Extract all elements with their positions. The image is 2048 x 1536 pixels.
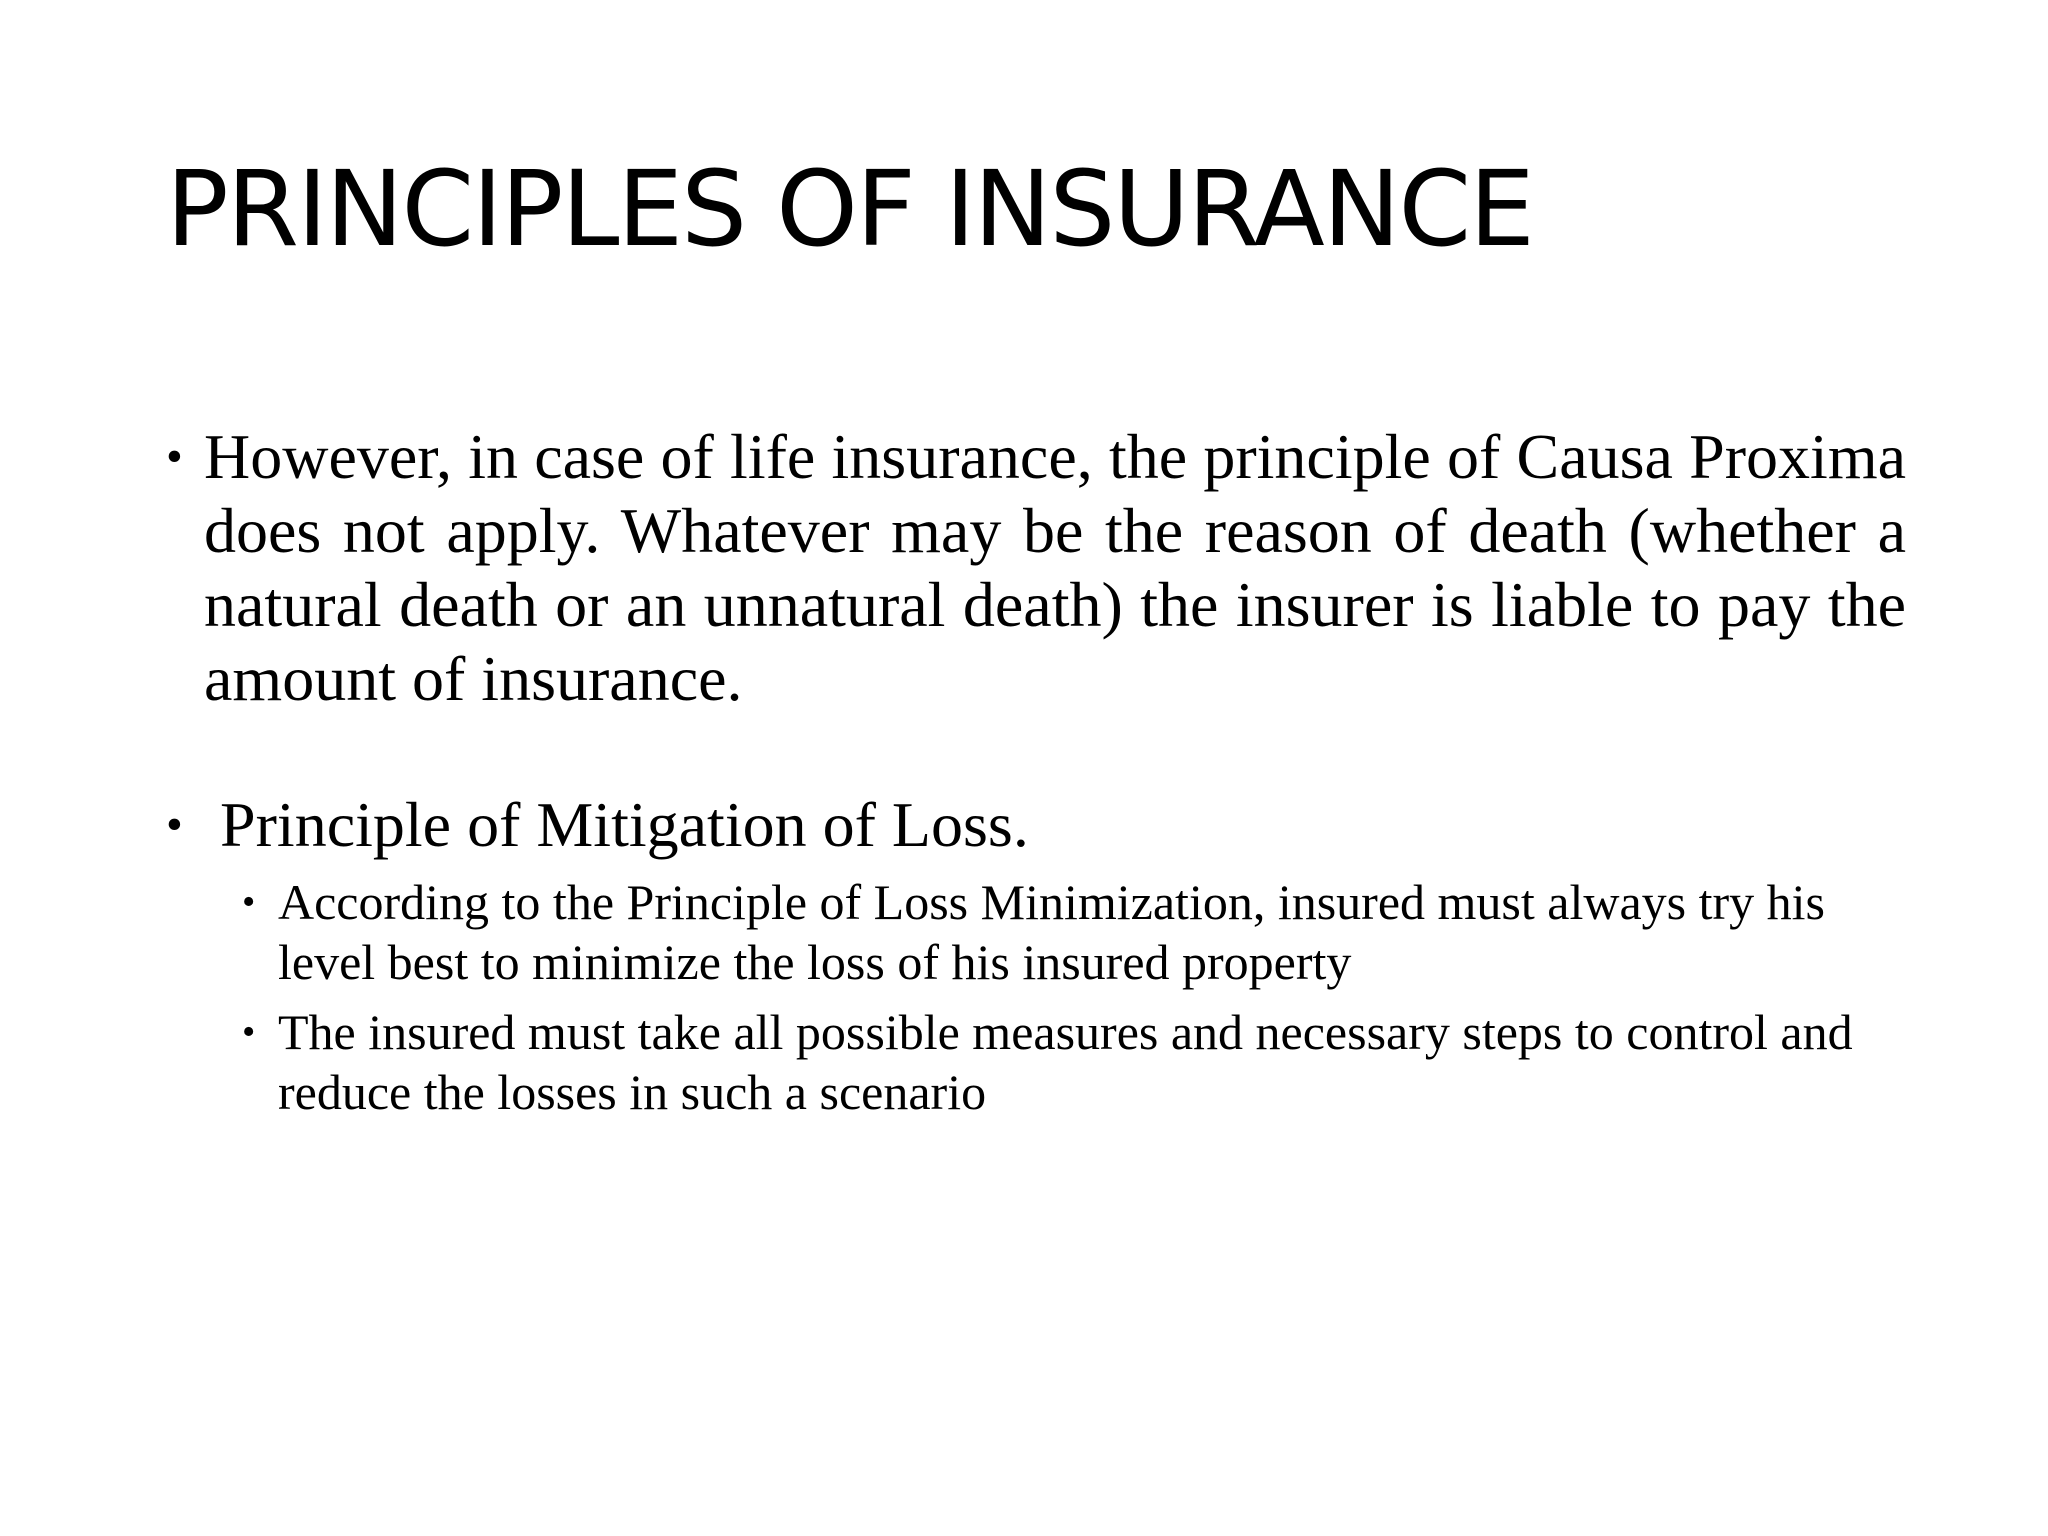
bullet-item [166,788,1906,862]
sub-bullet-text: According to the Principle of Loss Minimization, insured must always try his level best to minimize the loss of his insured property [278,874,1825,990]
sub-bullet-text: The insured must take all possible measures and necessary steps to control and reduce the losses in such a scenario [278,1004,1853,1120]
sub-bullet-list [166,872,1906,1122]
sub-bullet-item [166,872,1906,992]
bullet-dot-icon: • [166,798,183,851]
sub-bullet-dot-icon: • [242,881,256,923]
sub-bullet-dot-icon: • [242,1011,256,1053]
bullet-text: Principle of Mitigation of Loss. [220,789,1029,860]
bullet-text: However, in case of life insurance, the principle of Causa Proxima does not apply. Whatever may be the reason of death (whether a natural death or an unnatural death) the insurer is liable to pay the amount of insurance. [204,421,1906,714]
slide-title: PRINCIPLES OF INSURANCE [166,148,1533,270]
bullet-item [166,420,1906,716]
slide-body [166,420,1906,1122]
sub-bullet-item [166,1002,1906,1122]
bullet-dot-icon: • [166,430,183,483]
